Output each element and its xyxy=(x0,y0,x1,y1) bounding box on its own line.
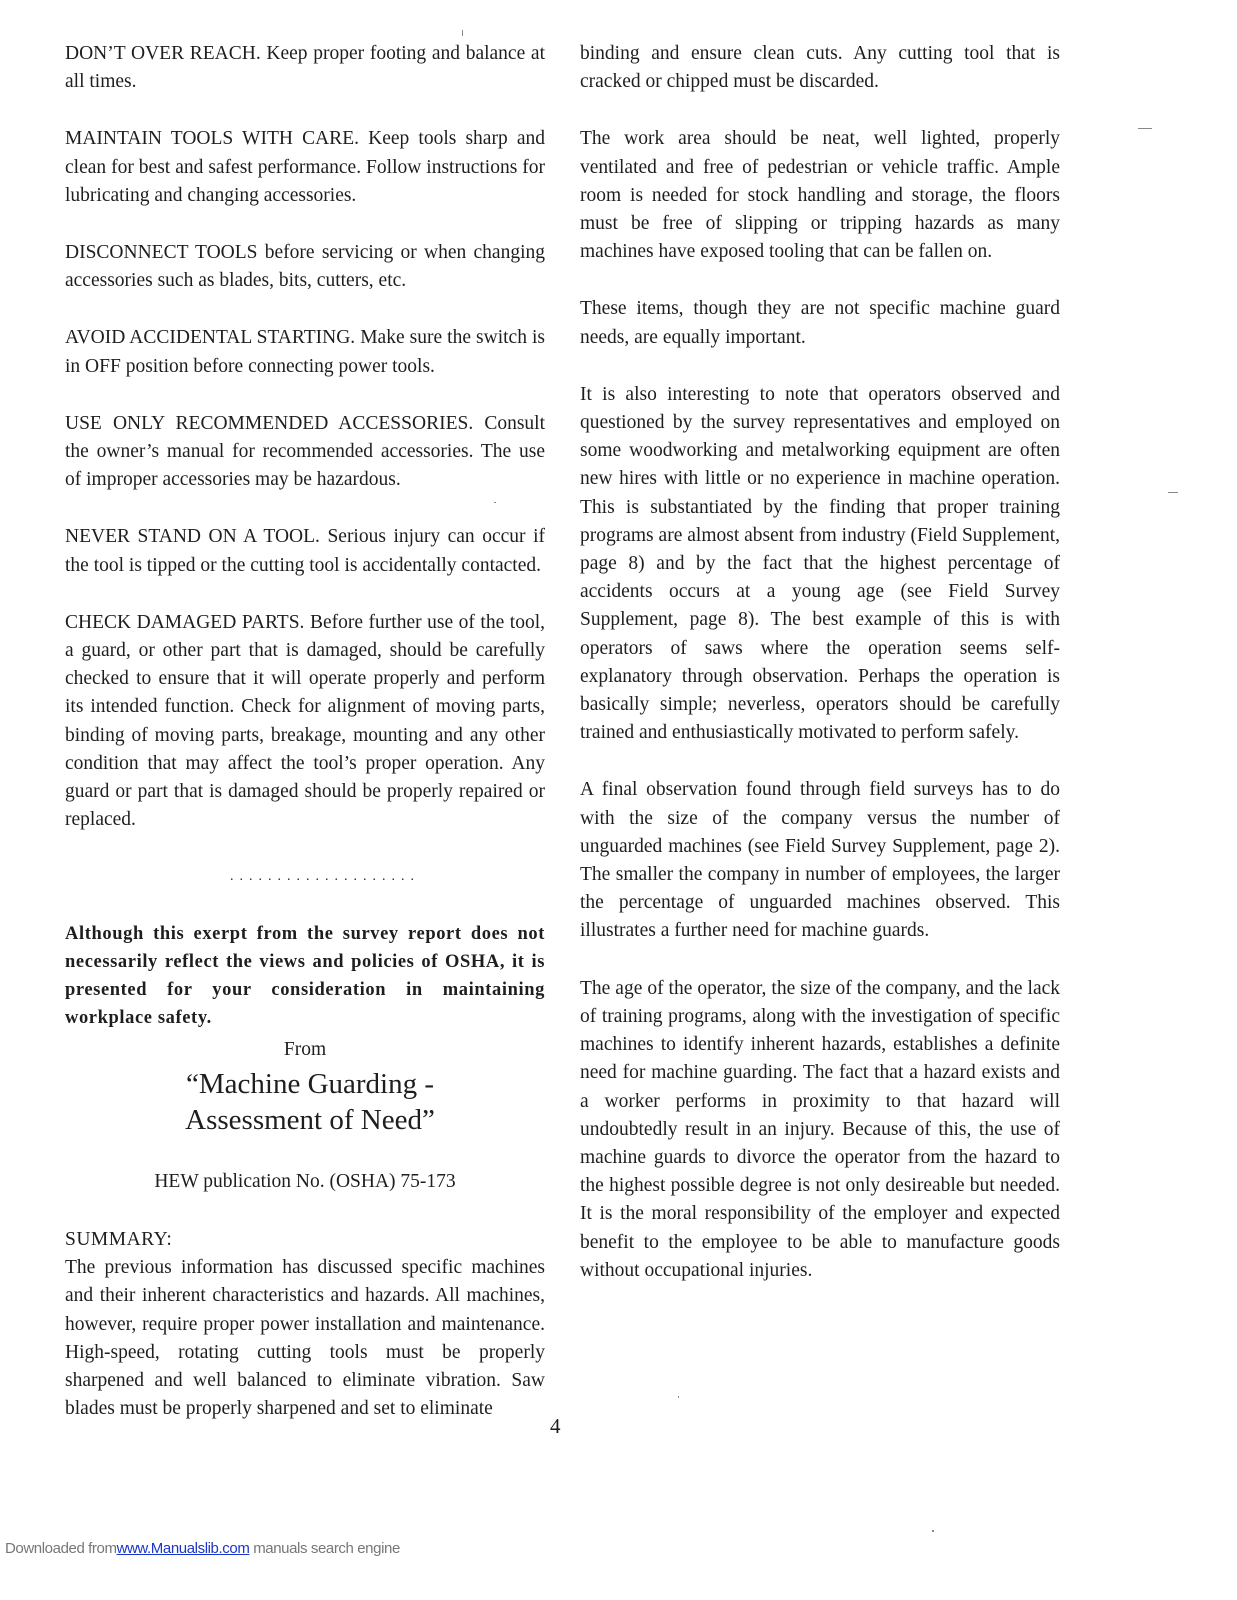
scan-speck xyxy=(932,1530,934,1532)
paragraph-recommended-accessories: USE ONLY RECOMMENDED ACCESSORIES. Consult the owner’s manual for recommended accessories. The use of improper accessories may be hazardous. xyxy=(65,412,545,491)
report-title xyxy=(65,1066,545,1138)
paragraph-maintain-tools: MAINTAIN TOOLS WITH CARE. Keep tools sharp and clean for best and safest performance. Follow instructions for lubricating and changing accessories. xyxy=(65,128,545,206)
paragraph-dont-over-reach: DON’T OVER REACH. Keep proper footing and balance at all times. xyxy=(65,43,545,93)
scan-speck xyxy=(1168,492,1178,493)
disclaimer-note: Although this exerpt from the survey report does not necessarily reflect the views and policies of OSHA, it is presented for your consideration in maintaining workplace safety. xyxy=(65,923,545,1028)
page-number: 4 xyxy=(550,1414,561,1438)
download-footer xyxy=(5,1540,400,1557)
paragraph-these-items: These items, though they are not specific machine guard needs, are equally important. xyxy=(580,298,1060,348)
paragraph-binding: binding and ensure clean cuts. Any cutting tool that is cracked or chipped must be discarded. xyxy=(580,43,1060,93)
paragraph-age-of-operator: The age of the operator, the size of the company, and the lack of training programs, along with the investigation of specific machines to identify inherent hazards, establishes a definite need for machine guarding. The fact that a hazard exists and a worker performs in proximity to that hazard will undoubtedly result in an injury. Because of this, the use of machine guards to divorce the operator from the hazard to the highest possible degree is not only desireable but needed. It is the moral responsibility of the employer and expected benefit to the employee to be able to manufacture goods without occupational injuries. xyxy=(580,977,1060,1281)
scan-speck xyxy=(494,502,496,503)
paragraph-never-stand: NEVER STAND ON A TOOL. Serious injury can occur if the tool is tipped or the cutting tool is accidentally contacted. xyxy=(65,526,545,576)
dotted-separator: .................... xyxy=(230,869,420,885)
paragraph-final-observation: A final observation found through field surveys has to do with the size of the company versus the number of unguarded machines (see Field Survey Supplement, page 2). The smaller the company in number of employees, the larger the percentage of unguarded machines observed. This illustrates a further need for machine guards. xyxy=(580,779,1060,942)
footer-prefix: Downloaded from xyxy=(5,1540,117,1557)
footer-suffix: manuals search engine xyxy=(249,1540,400,1557)
summary-heading: SUMMARY: xyxy=(65,1229,173,1251)
right-column xyxy=(580,40,1060,1314)
summary-text: The previous information has discussed specific machines and their inherent characteristics and hazards. All machines, however, require proper power installation and maintenance. High-speed, rotating cutting tools must be properly sharpened and well balanced to eliminate vibration. Saw blades must be properly sharpened and set to eliminate xyxy=(65,1257,545,1420)
scan-speck xyxy=(462,30,463,36)
from-label: From xyxy=(283,1038,327,1060)
scan-speck xyxy=(1138,128,1152,129)
publication-number: HEW publication No. (OSHA) 75-173 xyxy=(154,1170,456,1192)
scan-speck xyxy=(678,1396,679,1398)
report-title-line-1: “Machine Guarding - xyxy=(185,1067,434,1100)
manualslib-link[interactable]: www.Manualslib.com xyxy=(116,1540,250,1557)
left-column xyxy=(65,40,545,1424)
paragraph-avoid-starting: AVOID ACCIDENTAL STARTING. Make sure the switch is in OFF position before connecting power tools. xyxy=(65,327,545,377)
paragraph-operators-observed: It is also interesting to note that operators observed and questioned by the survey representatives and employed on some woodworking and metalworking equipment are often new hires with little or no experience in machine operation. This is substantiated by the finding that proper training programs are almost absent from industry (Field Supplement, page 8) and by the fact that the highest percentage of accidents occurs at a young age (see Field Survey Supplement, page 8). The best example of this is with operators of saws where the operation seems self-explanatory through observation. Perhaps the operation is basically simple; neverless, operators should be carefully trained and enthusiastically motivated to perform safely. xyxy=(580,383,1060,744)
report-title-line-2: Assessment of Need” xyxy=(185,1103,435,1136)
paragraph-check-damaged-parts: CHECK DAMAGED PARTS. Before further use of the tool, a guard, or other part that is damaged, should be carefully checked to ensure that it will operate properly and perform its intended function. Check for alignment of moving parts, binding of moving parts, breakage, mounting and any other condition that may affect the tool’s proper operation. Any guard or part that is damaged should be properly repaired or replaced. xyxy=(65,611,545,831)
paragraph-disconnect-tools: DISCONNECT TOOLS before servicing or when changing accessories such as blades, bits, cutters, etc. xyxy=(65,242,545,292)
paragraph-work-area: The work area should be neat, well lighted, properly ventilated and free of pedestrian or vehicle traffic. Ample room is needed for stock handling and storage, the floors must be free of slipping or tripping hazards as many machines have exposed tooling that can be fallen on. xyxy=(580,128,1060,263)
